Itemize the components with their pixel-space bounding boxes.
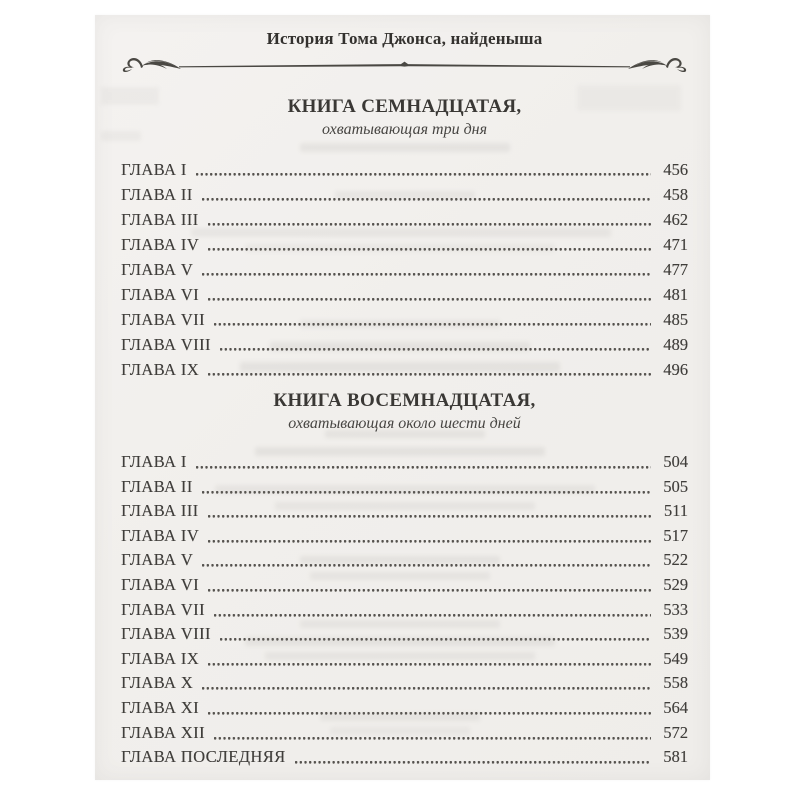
toc-row bbox=[121, 622, 688, 647]
page-number: 511 bbox=[663, 501, 688, 521]
page-number: 462 bbox=[663, 210, 688, 229]
dot-leader bbox=[208, 573, 651, 598]
page-number: 529 bbox=[663, 574, 688, 594]
page-number: 517 bbox=[663, 525, 688, 545]
chapter-label: ГЛАВА VIII bbox=[121, 335, 211, 354]
chapter-label: ГЛАВА VI bbox=[121, 285, 200, 304]
toc-row bbox=[121, 282, 688, 307]
page-number: 549 bbox=[663, 648, 688, 668]
page-number: 496 bbox=[663, 360, 688, 379]
dot-leader bbox=[214, 307, 651, 332]
book-section bbox=[121, 96, 688, 382]
page-number: 581 bbox=[663, 747, 688, 767]
dot-leader bbox=[220, 622, 651, 647]
toc-row bbox=[121, 499, 688, 524]
dot-leader bbox=[202, 182, 651, 207]
dot-leader bbox=[202, 475, 651, 500]
toc-row bbox=[121, 450, 688, 475]
chapter-label: ГЛАВА XII bbox=[121, 722, 205, 742]
book-page bbox=[95, 15, 710, 780]
page-number: 572 bbox=[663, 722, 688, 742]
chapter-label: ГЛАВА IX bbox=[121, 360, 200, 379]
dot-leader bbox=[208, 647, 651, 672]
toc-row bbox=[121, 307, 688, 332]
page-number: 522 bbox=[663, 550, 688, 570]
dot-leader bbox=[220, 332, 651, 357]
section-subtitle: охватывающая около шести дней bbox=[288, 415, 521, 432]
toc-row bbox=[121, 357, 688, 382]
dot-leader bbox=[208, 282, 651, 307]
toc-row bbox=[121, 598, 688, 623]
page-number: 471 bbox=[663, 235, 688, 254]
header-rule-row bbox=[121, 50, 688, 74]
chapter-label: ГЛАВА VIII bbox=[121, 624, 211, 644]
chapter-label: ГЛАВА ПОСЛЕДНЯЯ bbox=[121, 747, 286, 767]
chapter-label: ГЛАВА II bbox=[121, 476, 193, 496]
toc-row bbox=[121, 671, 688, 696]
chapter-label: ГЛАВА IX bbox=[121, 648, 200, 668]
flourish-left-icon bbox=[121, 50, 185, 74]
dot-leader bbox=[214, 598, 651, 623]
chapter-label: ГЛАВА III bbox=[121, 210, 199, 229]
page-number: 564 bbox=[663, 697, 688, 717]
flourish-right-icon bbox=[624, 50, 688, 74]
chapter-label: ГЛАВА IV bbox=[121, 235, 200, 254]
dot-leader bbox=[202, 257, 651, 282]
chapter-label: ГЛАВА VII bbox=[121, 599, 205, 619]
toc-list bbox=[121, 450, 688, 770]
section-subtitle: охватывающая три дня bbox=[321, 121, 488, 138]
header-rule bbox=[179, 61, 630, 69]
section-title: КНИГА СЕМНАДЦАТАЯ, bbox=[287, 96, 522, 117]
page-number: 481 bbox=[663, 285, 688, 304]
chapter-label: ГЛАВА I bbox=[121, 160, 187, 179]
dot-leader bbox=[295, 745, 652, 770]
dot-leader bbox=[208, 357, 651, 382]
page-number: 477 bbox=[663, 260, 688, 279]
page-number: 505 bbox=[663, 476, 688, 496]
toc-row bbox=[121, 232, 688, 257]
running-head-title: История Тома Джонса, найденыша bbox=[266, 29, 543, 48]
toc-row bbox=[121, 157, 688, 182]
chapter-label: ГЛАВА X bbox=[121, 673, 194, 693]
chapter-label: ГЛАВА V bbox=[121, 260, 194, 279]
dot-leader bbox=[202, 548, 651, 573]
toc-list bbox=[121, 157, 688, 382]
page-number: 456 bbox=[663, 160, 688, 179]
page-number: 533 bbox=[663, 599, 688, 619]
toc-row bbox=[121, 257, 688, 282]
toc-row bbox=[121, 573, 688, 598]
toc-row bbox=[121, 696, 688, 721]
page-number: 539 bbox=[663, 624, 688, 644]
chapter-label: ГЛАВА XI bbox=[121, 697, 200, 717]
chapter-label: ГЛАВА VII bbox=[121, 310, 205, 329]
toc-row bbox=[121, 647, 688, 672]
toc-row bbox=[121, 745, 688, 770]
chapter-label: ГЛАВА V bbox=[121, 550, 194, 570]
dot-leader bbox=[196, 450, 651, 475]
dot-leader bbox=[202, 671, 651, 696]
toc-row bbox=[121, 548, 688, 573]
page-number: 504 bbox=[663, 452, 688, 471]
chapter-label: ГЛАВА IV bbox=[121, 525, 200, 545]
page-number: 458 bbox=[663, 185, 688, 204]
toc-row bbox=[121, 475, 688, 500]
chapter-label: ГЛАВА I bbox=[121, 452, 187, 471]
toc-row bbox=[121, 207, 688, 232]
page-number: 558 bbox=[663, 673, 688, 693]
toc-row bbox=[121, 332, 688, 357]
toc-row bbox=[121, 182, 688, 207]
dot-leader bbox=[196, 157, 651, 182]
section-title: КНИГА ВОСЕМНАДЦАТАЯ, bbox=[273, 390, 536, 411]
book-section bbox=[121, 390, 688, 770]
dot-leader bbox=[208, 232, 651, 257]
dot-leader bbox=[208, 499, 652, 524]
dot-leader bbox=[214, 721, 651, 746]
page-number: 489 bbox=[663, 335, 688, 354]
chapter-label: ГЛАВА II bbox=[121, 185, 193, 204]
chapter-label: ГЛАВА III bbox=[121, 501, 199, 521]
toc-row bbox=[121, 721, 688, 746]
dot-leader bbox=[208, 207, 652, 232]
chapter-label: ГЛАВА VI bbox=[121, 574, 200, 594]
toc-row bbox=[121, 524, 688, 549]
dot-leader bbox=[208, 524, 651, 549]
page-number: 485 bbox=[663, 310, 688, 329]
dot-leader bbox=[208, 696, 651, 721]
